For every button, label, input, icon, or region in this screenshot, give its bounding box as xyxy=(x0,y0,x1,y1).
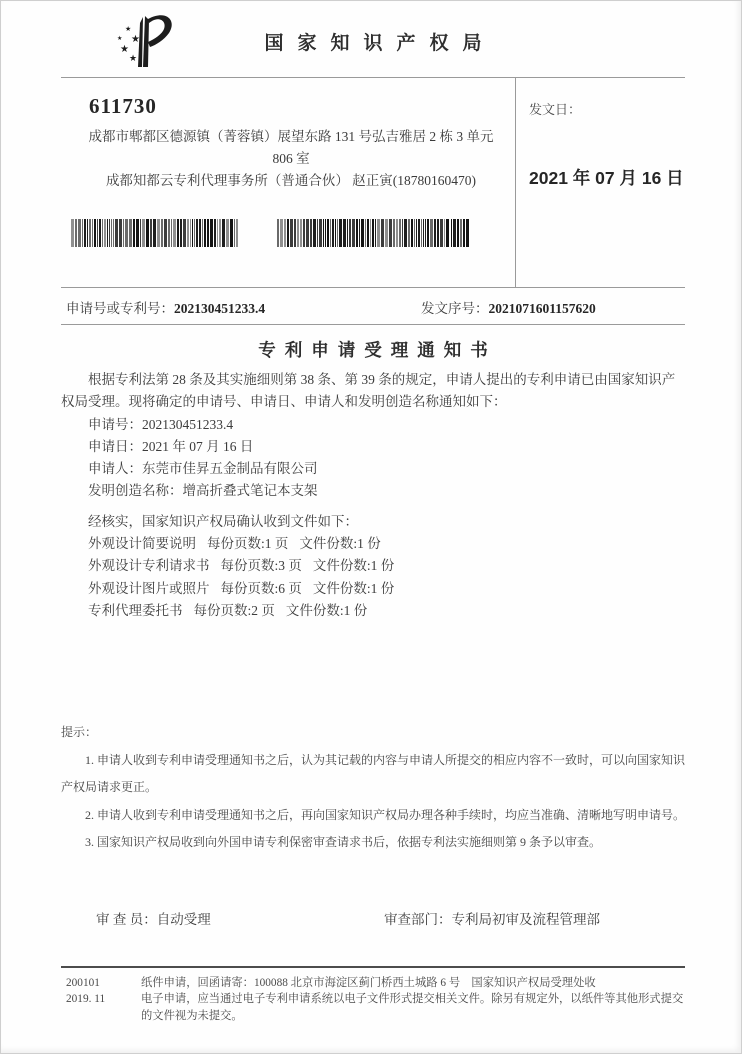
document-line xyxy=(61,533,685,555)
document-pages: 每份页数:3 页 xyxy=(220,558,302,574)
barcode xyxy=(71,219,243,247)
signoff-row xyxy=(61,908,685,930)
document-copies: 文件份数:1 份 xyxy=(312,558,395,574)
mailing-address xyxy=(61,126,515,192)
issue-date: 2021 年 07 月 16 日 xyxy=(529,168,684,188)
examiner-label: 审 查 员： xyxy=(96,911,157,927)
document-pages: 每份页数:2 页 xyxy=(193,602,275,618)
tips-section xyxy=(61,719,685,857)
document-line xyxy=(61,555,685,577)
form-codes xyxy=(61,975,141,1025)
tip-item: 2. 申请人收到专利申请受理通知书之后，再向国家知识产权局办理各种手续时，均应当准确、清晰地写明申请号。 xyxy=(85,807,686,822)
tips-label: 提示： xyxy=(61,725,98,740)
application-number-label: 申请号或专利号： xyxy=(66,301,174,316)
svg-text:★: ★ xyxy=(125,25,132,33)
department-label: 审查部门： xyxy=(384,911,452,927)
intro-paragraph: 根据专利法第 28 条及其实施细则第 38 条、第 39 条的规定，申请人提出的专利申请已由国家知识产权局受理。现将确定的申请号、申请日、申请人和发明创造名称通知如下： xyxy=(61,372,676,410)
application-number xyxy=(66,297,265,317)
received-intro: 经核实，国家知识产权局确认收到文件如下： xyxy=(88,513,358,529)
svg-text:★: ★ xyxy=(120,44,129,55)
examining-department xyxy=(384,908,600,928)
field-application-no: 申请号：202130451233.4 xyxy=(88,416,234,432)
document-name: 专利代理委托书 xyxy=(88,602,183,618)
examiner-value: 自动受理 xyxy=(156,911,211,927)
document-footer xyxy=(61,966,685,1025)
document-name: 外观设计简要说明 xyxy=(88,536,196,552)
form-code: 200101 xyxy=(66,976,100,989)
postal-code: 611730 xyxy=(89,94,157,118)
info-box xyxy=(61,78,685,288)
department-value: 专利局初审及流程管理部 xyxy=(451,911,600,927)
application-number-value: 202130451233.4 xyxy=(174,301,266,316)
svg-text:★: ★ xyxy=(117,36,123,42)
document-name: 外观设计专利请求书 xyxy=(88,558,210,574)
document-line xyxy=(61,600,685,622)
document-pages: 每份页数:1 页 xyxy=(207,536,289,552)
notice-title: 专利申请受理通知书 xyxy=(258,340,497,360)
mailing-block xyxy=(61,78,516,287)
received-documents xyxy=(61,511,685,622)
field-applicant: 申请人：东莞市佳昇五金制品有限公司 xyxy=(88,461,318,477)
field-application-date: 申请日：2021 年 07 月 16 日 xyxy=(88,438,254,454)
serial-number xyxy=(421,297,596,317)
tip-item: 1. 申请人收到专利申请受理通知书之后，认为其记载的内容与申请人所提交的相应内容不一致时，可以向国家知识产权局请求更正。 xyxy=(61,752,686,795)
barcode xyxy=(277,219,473,247)
tip-item: 3. 国家知识产权局收到向外国申请专利保密审查请求书后，依据专利法实施细则第 9 条予以审查。 xyxy=(85,835,602,850)
form-date: 2019. 11 xyxy=(66,993,106,1006)
barcode-row xyxy=(61,219,515,247)
cnipa-logo-icon xyxy=(107,9,181,73)
issue-block xyxy=(516,78,685,287)
serial-number-value: 2021071601157620 xyxy=(488,301,596,316)
document-copies: 文件份数:1 份 xyxy=(312,580,395,596)
document-pages: 每份页数:6 页 xyxy=(220,580,302,596)
electronic-filing-note: 电子申请，应当通过电子专利申请系统以电子文件形式提交相关文件。除另有规定外，以纸件等其他形式提交的文件视为未提交。 xyxy=(141,993,684,1022)
svg-text:★: ★ xyxy=(131,34,140,45)
reference-row xyxy=(61,288,685,325)
document-line xyxy=(61,578,685,600)
notice-body xyxy=(61,369,685,622)
paper-filing-note: 纸件申请，回函请寄：100088 北京市海淀区蓟门桥西土城路 6 号 国家知识产权局受理处收 xyxy=(141,976,596,989)
footer-notes xyxy=(141,975,685,1025)
address-line-1: 成都市郫都区德源镇（菁蓉镇）展望东路 131 号弘吉雅居 2 栋 3 单元 xyxy=(88,129,494,144)
serial-number-label: 发文序号： xyxy=(421,301,489,316)
field-invention-title: 发明创造名称：增高折叠式笔记本支架 xyxy=(88,483,318,499)
svg-text:★: ★ xyxy=(129,53,138,63)
address-line-2: 806 室 xyxy=(272,151,310,166)
examiner xyxy=(96,908,211,928)
issue-date-label: 发文日： xyxy=(529,102,582,117)
document-copies: 文件份数:1 份 xyxy=(285,602,368,618)
recipient-line: 成都知都云专利代理事务所（普通合伙） 赵正寅(18780160470) xyxy=(105,173,477,188)
agency-title: 国家知识产权局 xyxy=(264,33,496,54)
document-header xyxy=(61,1,685,78)
document-name: 外观设计图片或照片 xyxy=(88,580,210,596)
document-copies: 文件份数:1 份 xyxy=(299,536,381,552)
